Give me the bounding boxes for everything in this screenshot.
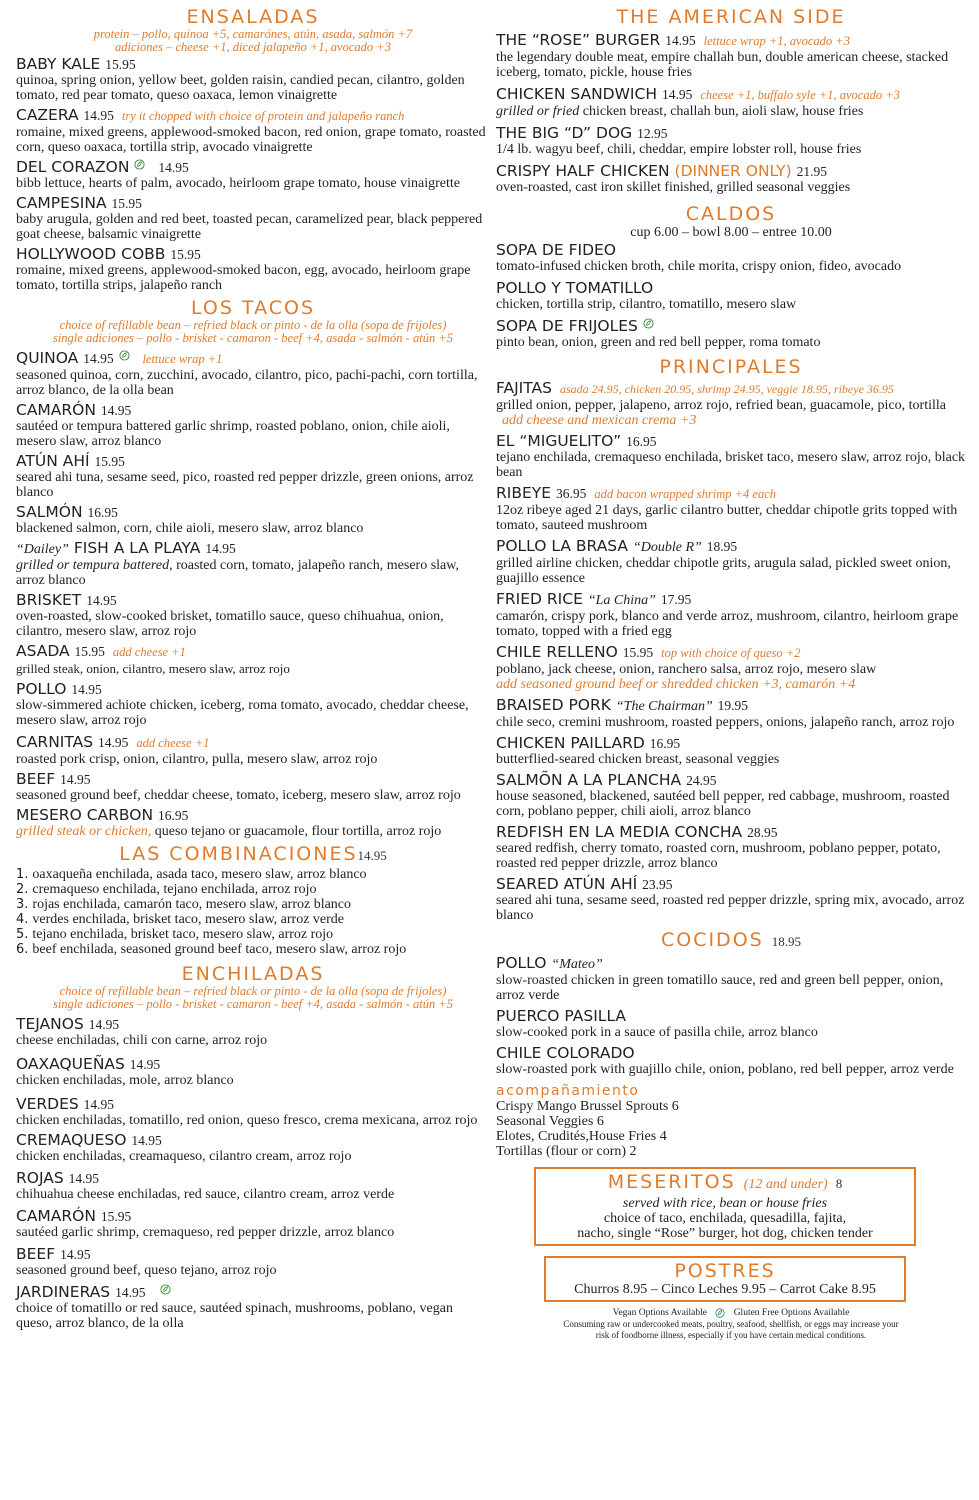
item-price: 15.95 (105, 57, 136, 72)
section-price: 8 (835, 1176, 843, 1191)
item-note: (DINNER ONLY) (674, 162, 792, 180)
item-price: 16.95 (158, 808, 189, 823)
section-enchiladas (16, 963, 490, 1331)
item-name: REDFISH EN LA MEDIA CONCHA (496, 823, 743, 841)
item-price: 12.95 (637, 126, 668, 141)
item-desc: pinto bean, onion, green and red bell pepper, roma tomato (496, 335, 821, 350)
item-price: 36.95 (555, 486, 587, 501)
item-desc-italic: grilled or tempura battered, (16, 558, 173, 573)
item-desc: slow-simmered achiote chicken, iceberg, roma tomato, avocado, cheddar cheese, mesero slaw, arroz rojo (16, 698, 469, 728)
meseritos-line: nacho, single “Rose” burger, hot dog, chicken tender (577, 1226, 873, 1241)
item-name: CHILE RELLENO (496, 643, 618, 661)
item-addon: add bacon wrapped shrimp +4 each (594, 487, 777, 501)
menu-item (16, 1132, 490, 1164)
item-desc: grilled steak, onion, cilantro, mesero slaw, arroz rojo (16, 661, 290, 676)
item-price: 15.95 (100, 1209, 132, 1224)
item-price: 14.95 (205, 541, 236, 556)
item-name: BEEF (16, 1245, 56, 1263)
item-prefix: “Dailey” (16, 542, 69, 557)
item-desc: sautéed or tempura battered garlic shrimp, roasted poblano, onion, chile aioli, mesero slaw, arroz blanco (16, 419, 450, 449)
warning-line: Consuming raw or undercooked meats, poultry, seafood, shellfish, or eggs may increase your (563, 1319, 899, 1329)
menu-item (496, 1045, 966, 1077)
item-name: PUERCO PASILLA (496, 1007, 627, 1025)
section-price: 18.95 (771, 934, 802, 949)
menu-item (16, 807, 490, 839)
section-title: PRINCIPALES (659, 356, 803, 378)
menu-item (16, 734, 490, 767)
item-price: 28.95 (747, 825, 778, 840)
menu-item (16, 1056, 490, 1088)
meseritos-line: served with rice, bean or house fries (622, 1196, 828, 1211)
vegan-leaf-icon (160, 1284, 171, 1295)
vegan-leaf-icon (643, 318, 654, 329)
menu-item (16, 350, 490, 398)
item-desc: tejano enchilada, cremaqueso enchilada, brisket taco, mesero slaw, arroz rojo, black bean (496, 450, 966, 480)
side-item: Tortillas (flour or corn) 2 (496, 1144, 637, 1159)
item-desc-italic: grilled or fried (496, 104, 580, 119)
menu-item (16, 402, 490, 449)
section-cocidos (496, 929, 966, 1077)
item-desc: roasted corn, tomato, jalapeño ranch, mesero slaw, arroz blanco (16, 558, 459, 588)
item-desc: house seasoned, blackened, sautéed bell pepper, red cabbage, mushroom, roasted corn, poblano pepper, chili aioli, arroz blanco (496, 789, 950, 819)
menu-item (16, 643, 490, 676)
item-price: 14.95 (60, 772, 91, 787)
item-desc: bibb lettuce, hearts of palm, avocado, heirloom grape tomato, house vinaigrette (16, 176, 460, 191)
item-desc: oven-roasted, slow-cooked brisket, tomatillo sauce, queso chihuahua, onion, cilantro, mesero slaw, arroz rojo (16, 609, 444, 639)
menu-item (496, 824, 966, 871)
section-title: ENSALADAS (186, 6, 320, 28)
item-desc: baby arugula, golden and red beet, toasted pecan, caramelized pear, black peppered goat cheese, balsamic vinaigrette (16, 212, 483, 242)
item-desc: cheese enchiladas, chili con carne, arroz rojo (16, 1033, 268, 1048)
item-name: CHICKEN PAILLARD (496, 734, 645, 752)
menu-item (496, 1008, 966, 1040)
menu-item (16, 1284, 490, 1331)
item-desc: slow-cooked pork in a sauce of pasilla chile, arroz blanco (496, 1025, 818, 1040)
menu-item (16, 540, 490, 588)
item-name: OAXAQUEÑAS (16, 1055, 125, 1073)
item-price: 14.95 (98, 735, 129, 750)
section-tacos (16, 297, 490, 839)
item-desc: romaine, mixed greens, applewood-smoked bacon, egg, avocado, heirloom grape tomato, tortilla strips, jalapeño ranch (16, 263, 471, 293)
item-price: 14.95 (83, 351, 114, 366)
item-desc: chicken breast, challah bun, aioli slaw, house fries (579, 104, 864, 119)
menu-item (496, 318, 966, 350)
menu-item (16, 1208, 490, 1240)
section-american (496, 6, 966, 195)
item-price: 23.95 (642, 877, 673, 892)
item-name: POLLO LA BRASA (496, 537, 629, 555)
item-name: FAJITAS (496, 379, 552, 397)
item-name: BEEF (16, 770, 56, 788)
section-note: single adiciones – pollo - brisket - camaron - beef +4, asada - salmón - atún +5 (52, 331, 454, 345)
item-desc: seared redfish, cherry tomato, roasted corn, mushroom, poblano pepper, potato, roasted red pepper drizzle, arroz blanco (496, 841, 941, 871)
section-ensaladas (16, 6, 490, 293)
section-note: choice of refillable bean – refried black or pinto - de la olla (sopa de frijoles) (59, 984, 447, 998)
item-price: 15.95 (622, 645, 654, 660)
vegan-leaf-icon (715, 1308, 725, 1318)
item-name: TEJANOS (16, 1015, 84, 1033)
item-addon: lettuce wrap +1, avocado +3 (703, 34, 850, 48)
item-desc: chicken, tortilla strip, cilantro, tomatillo, mesero slaw (496, 297, 797, 312)
item-price: 14.95 (115, 1285, 146, 1300)
vegan-note: Vegan Options Available (612, 1308, 707, 1318)
menu-item (496, 538, 966, 586)
item-sub: “Double R” (632, 540, 702, 555)
item-desc: butterflied-seared chicken breast, seasonal veggies (496, 752, 780, 767)
item-price: 14.95 (665, 33, 696, 48)
side-item: Elotes, Crudités,House Fries 4 (496, 1129, 667, 1144)
section-note: adiciones – cheese +1, diced jalapeño +1, avocado +3 (115, 40, 391, 54)
item-desc: slow-roasted chicken in green tomatillo sauce, red and green bell pepper, onion, arroz verde (496, 973, 944, 1003)
vegan-leaf-icon (134, 159, 145, 170)
item-price: 15.95 (111, 196, 142, 211)
menu-item (496, 697, 966, 730)
section-combinaciones (16, 843, 490, 957)
item-price: 19.95 (717, 698, 749, 713)
item-desc: the legendary double meat, empire challah bun, double american cheese, stacked iceberg, tomato, pickle, house fries (496, 50, 949, 80)
item-desc: romaine, mixed greens, applewood-smoked bacon, red onion, grape tomato, roasted corn, queso oaxaca, tortilla strip, avocado vinaigrette (16, 125, 486, 155)
item-price: 16.95 (87, 505, 118, 520)
menu-item (16, 159, 490, 191)
menu-item (16, 1246, 490, 1278)
item-desc-addon: add cheese and mexican crema +3 (502, 413, 697, 428)
section-acompanamiento (496, 1083, 966, 1159)
item-name: JARDINERAS (16, 1283, 111, 1301)
menu-item (496, 163, 966, 195)
section-title: COCIDOS (660, 929, 764, 951)
item-addon: cheese +1, buffalo syle +1, avocado +3 (700, 88, 900, 102)
item-desc: queso tejano or guacamole, flour tortilla, arroz rojo (151, 824, 442, 839)
combo-item: 1. oaxaqueña enchilada, asada taco, mesero slaw, arroz blanco (16, 867, 367, 882)
combo-item: 2. cremaqueso enchilada, tejano enchilada, arroz rojo (16, 882, 317, 897)
item-desc-orange: grilled steak or chicken, (16, 824, 152, 839)
item-name: CAMPESINA (16, 194, 107, 212)
menu-item (496, 433, 966, 480)
menu-item (16, 1170, 490, 1202)
item-desc: choice of tomatillo or red sauce, sautéed spinach, mushrooms, poblano, vegan queso, arroz blanco, de la olla (16, 1301, 453, 1331)
menu-item (496, 876, 966, 923)
item-desc: tomato-infused chicken broth, chile morita, crispy onion, fideo, avocado (496, 259, 902, 274)
item-price: 21.95 (796, 164, 827, 179)
item-name: SOPA DE FIDEO (496, 241, 616, 259)
left-column (16, 6, 490, 1331)
item-price: 14.95 (83, 108, 114, 123)
menu-item (16, 1096, 490, 1128)
item-price: 14.95 (661, 87, 693, 102)
section-title: LOS TACOS (190, 297, 316, 319)
item-name: CARNITAS (16, 733, 94, 751)
meseritos-line: choice of taco, enchilada, quesadilla, fajita, (603, 1211, 847, 1226)
item-desc: quinoa, spring onion, yellow beet, golden raisin, candied pecan, cilantro, golden tomato, red pear tomato, queso oaxaca, lemon vinaigrette (16, 73, 465, 103)
item-name: CHICKEN SANDWICH (496, 85, 657, 103)
item-price: 24.95 (686, 773, 717, 788)
item-name: MESERO CARBON (16, 806, 154, 824)
menu-item (496, 380, 966, 428)
side-item: Seasonal Veggies 6 (496, 1114, 604, 1129)
item-name: CREMAQUESO (16, 1131, 127, 1149)
menu-item (496, 32, 966, 80)
menu-item (16, 771, 490, 803)
item-sub: “The Chairman” (615, 699, 713, 714)
item-desc: 12oz ribeye aged 21 days, garlic cilantro butter, cheddar chipotle grits topped with tomato, sauteed mushroom (496, 503, 958, 533)
section-note: single adiciones – pollo - brisket - camaron - beef +4, asada - salmón - atún +5 (52, 997, 454, 1011)
item-desc: chicken enchiladas, creamaqueso, cilantro cream, arroz rojo (16, 1149, 352, 1164)
item-name: HOLLYWOOD COBB (16, 245, 166, 263)
combo-item: 6. beef enchilada, seasoned ground beef taco, mesero slaw, arroz rojo (16, 942, 407, 957)
menu-item (16, 453, 490, 500)
item-price: 14.95 (131, 1133, 162, 1148)
footer (496, 1308, 966, 1341)
menu-item (496, 955, 966, 1003)
item-addon: lettuce wrap +1 (142, 352, 223, 366)
section-price: 14.95 (357, 848, 387, 863)
item-name: ATÚN AHÍ (16, 452, 90, 470)
item-price: 15.95 (94, 454, 125, 469)
item-price: 14.95 (129, 1057, 161, 1072)
item-price: 14.95 (88, 1017, 120, 1032)
item-name: FRIED RICE (496, 590, 583, 608)
section-note: choice of refillable bean – refried black or pinto - de la olla (sopa de frijoles) (59, 318, 447, 332)
item-price: 14.95 (60, 1247, 91, 1262)
item-desc: seasoned ground beef, queso tejano, arroz rojo (16, 1263, 277, 1278)
item-desc: oven-roasted, cast iron skillet finished, grilled seasonal veggies (496, 180, 851, 195)
item-desc: seared ahi tuna, sesame seed, pico, roasted red pepper drizzle, green onions, arroz blanco (16, 470, 474, 500)
menu-item (16, 195, 490, 242)
item-name: BRISKET (16, 591, 82, 609)
menu-item (16, 681, 490, 728)
item-desc: slow-roasted pork with guajillo chile, onion, poblano, red bell pepper, arroz verde (496, 1062, 954, 1077)
item-name: POLLO (496, 954, 547, 972)
section-title: acompañamiento (496, 1083, 640, 1099)
item-name: RIBEYE (496, 484, 552, 502)
item-desc: seasoned ground beef, cheddar cheese, tomato, iceberg, mesero slaw, arroz rojo (16, 788, 461, 803)
item-desc: seasoned quinoa, corn, zucchini, avocado, cilantro, pico, pachi-pachi, corn tortilla, arroz blanco, de la olla bean (16, 368, 478, 398)
menu-item (496, 644, 966, 692)
menu-item (16, 107, 490, 155)
item-price: 17.95 (660, 592, 692, 607)
item-name: ROJAS (16, 1169, 64, 1187)
item-name: SEARED ATÚN AHÍ (496, 875, 638, 893)
item-sub: “La China” (587, 593, 656, 608)
section-caldos (496, 203, 966, 350)
item-price: 16.95 (626, 434, 657, 449)
item-name: THE BIG “D” DOG (496, 124, 633, 142)
menu-item (496, 591, 966, 639)
item-name: POLLO Y TOMATILLO (496, 279, 654, 297)
item-name: BRAISED PORK (496, 696, 611, 714)
postres-box (544, 1256, 906, 1302)
item-desc-addon: add seasoned ground beef or shredded chicken +3, camarón +4 (496, 677, 856, 692)
item-sub: “Mateo” (551, 957, 603, 972)
item-name: EL “MIGUELITO” (496, 432, 622, 450)
item-name: CAMARÓN (16, 1207, 96, 1225)
item-name: FISH A LA PLAYA (73, 539, 201, 557)
menu-item (16, 592, 490, 639)
menu-item (496, 242, 966, 274)
item-desc: sautéed garlic shrimp, cremaqueso, red pepper drizzle, arroz blanco (16, 1225, 395, 1240)
meseritos-age: (12 and under) (743, 1177, 828, 1192)
section-principales (496, 356, 966, 923)
item-desc: poblano, jack cheese, onion, ranchero salsa, arroz rojo, mesero slaw (496, 662, 877, 677)
combo-item: 5. tejano enchilada, brisket taco, mesero slaw, arroz rojo (16, 927, 334, 942)
item-price: 15.95 (74, 644, 105, 659)
item-name: DEL CORAZON (16, 158, 130, 176)
item-addon: add cheese +1 (136, 736, 210, 750)
item-price: 14.95 (158, 160, 189, 175)
item-desc: chicken enchiladas, mole, arroz blanco (16, 1073, 234, 1088)
menu-item (496, 280, 966, 312)
side-item: Crispy Mango Brussel Sprouts 6 (496, 1099, 679, 1114)
item-price: 18.95 (706, 539, 738, 554)
vegan-leaf-icon (119, 350, 130, 361)
section-title: CALDOS (685, 203, 777, 225)
item-price: 14.95 (100, 403, 132, 418)
menu-item (16, 1016, 490, 1048)
menu-item (16, 246, 490, 293)
item-price: 15.95 (170, 247, 201, 262)
item-price: 14.95 (83, 1097, 115, 1112)
item-name: QUINOA (16, 349, 79, 367)
item-price: 14.95 (71, 682, 102, 697)
item-desc: seared ahi tuna, sesame seed, roasted red pepper drizzle, spring mix, avocado, arroz blanco (496, 893, 965, 923)
right-column (496, 6, 966, 1341)
section-prices: cup 6.00 – bowl 8.00 – entree 10.00 (630, 225, 832, 240)
item-desc: blackened salmon, corn, chile aioli, mesero slaw, arroz blanco (16, 521, 364, 536)
item-name: THE “ROSE” BURGER (496, 31, 661, 49)
combo-item: 4. verdes enchilada, brisket taco, mesero slaw, arroz verde (16, 912, 345, 927)
item-addon: add cheese +1 (112, 645, 186, 659)
item-desc: 1/4 lb. wagyu beef, chili, cheddar, empire lobster roll, house fries (496, 142, 862, 157)
item-desc: grilled airline chicken, cheddar chipotle grits, arugula salad, pickled sweet onion, guajillo essence (496, 556, 951, 586)
item-name: ASADA (16, 642, 70, 660)
item-addon: top with choice of queso +2 (661, 646, 801, 660)
section-title: POSTRES (674, 1260, 776, 1282)
item-desc: chile seco, cremini mushroom, roasted peppers, onions, jalapeño ranch, arroz rojo (496, 715, 955, 730)
item-addon: asada 24.95, chicken 20.95, shrimp 24.95, veggie 18.95, ribeye 36.95 (559, 382, 894, 396)
combo-item: 3. rojas enchilada, camarón taco, mesero slaw, arroz blanco (16, 897, 352, 912)
item-desc: grilled onion, pepper, jalapeno, arroz rojo, refried bean, guacamole, pico, tortilla (496, 398, 946, 413)
item-name: SALMÓN (16, 503, 83, 521)
section-title: THE AMERICAN SIDE (616, 6, 846, 28)
item-name: BABY KALE (16, 55, 101, 73)
item-name: POLLO (16, 680, 67, 698)
postres-line: Churros 8.95 – Cinco Leches 9.95 – Carrot Cake 8.95 (574, 1282, 876, 1297)
menu-item (496, 485, 966, 533)
item-name: SALMÕN A LA PLANCHA (496, 771, 682, 789)
item-desc: roasted pork crisp, onion, cilantro, pulla, mesero slaw, arroz rojo (16, 752, 378, 767)
item-price: 16.95 (649, 736, 681, 751)
item-name: CRISPY HALF CHICKEN (496, 162, 670, 180)
item-desc: chihuahua cheese enchiladas, red sauce, cilantro cream, arroz verde (16, 1187, 395, 1202)
menu-item (496, 735, 966, 767)
item-name: CHILE COLORADO (496, 1044, 635, 1062)
menu-item (16, 504, 490, 536)
item-addon: try it chopped with choice of protein and jalapeño ranch (121, 109, 405, 123)
item-name: SOPA DE FRIJOLES (496, 317, 638, 335)
section-note: protein – pollo, quinoa +5, camarónes, atún, asada, salmón +7 (93, 27, 413, 41)
menu-item (496, 772, 966, 819)
item-desc: chicken enchiladas, tomatillo, red onion, queso fresco, crema mexicana, arroz rojo (16, 1113, 478, 1128)
item-name: CAZERA (16, 106, 79, 124)
menu-item (16, 56, 490, 103)
menu-item (496, 86, 966, 119)
meseritos-box (534, 1167, 916, 1246)
section-title: MESERITOS (607, 1171, 736, 1193)
item-price: 14.95 (86, 593, 117, 608)
warning-line: risk of foodborne illness, especially if you have certain medical conditions. (595, 1330, 867, 1340)
gluten-note: Gluten Free Options Available (733, 1308, 850, 1318)
item-name: VERDES (16, 1095, 79, 1113)
section-title: ENCHILADAS (181, 963, 325, 985)
menu-item (496, 125, 966, 157)
item-price: 14.95 (68, 1171, 100, 1186)
item-name: CAMARÓN (16, 401, 96, 419)
section-title: LAS COMBINACIONES (119, 843, 358, 865)
item-desc: camarón, crispy pork, blanco and verde arroz, mushroom, cilantro, heirloom grape tomato, topped with a fried egg (496, 609, 959, 639)
